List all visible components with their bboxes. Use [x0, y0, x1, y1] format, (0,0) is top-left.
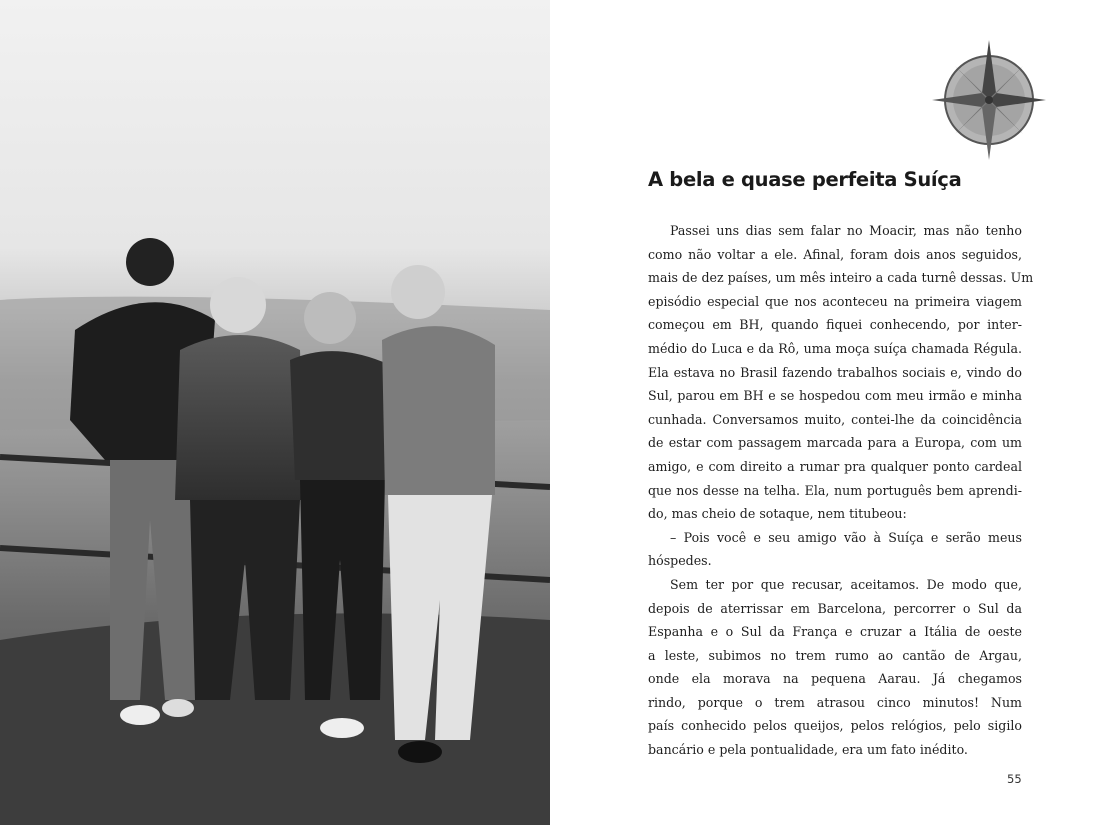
text-line: onde ela morava na pequena Aarau. Já chegamos — [648, 671, 1022, 687]
page-number: 55 — [1007, 772, 1022, 786]
text-line: de estar com passagem marcada para a Europa, com um — [648, 435, 1022, 451]
text-line: episódio especial que nos aconteceu na primeira viagem — [648, 293, 1022, 309]
text-line: que nos desse na telha. Ela, num português bem aprendi- — [648, 482, 1022, 498]
text-line: Ela estava no Brasil fazendo trabalhos sociais e, vindo do — [648, 364, 1022, 380]
text-line: Sul, parou em BH e se hospedou com meu irmão e minha — [648, 388, 1022, 404]
text-line: depois de aterrissar em Barcelona, percorrer o Sul da — [648, 600, 1022, 616]
chapter-body-text — [648, 219, 1034, 762]
text-line: cunhada. Conversamos muito, contei-lhe da coincidência — [648, 411, 1022, 427]
compass-rose-icon — [930, 38, 1048, 162]
chapter-title: A bela e quase perfeita Suíça — [648, 168, 962, 191]
text-line: Espanha e o Sul da França e cruzar a Itália de oeste — [648, 624, 1022, 640]
text-line: rindo, porque o trem atrasou cinco minutos! Num — [648, 694, 1022, 710]
text-line: Sem ter por que recusar, aceitamos. De modo que, — [670, 576, 1022, 592]
text-line: amigo, e com direito a rumar pra qualquer ponto cardeal — [648, 458, 1022, 474]
text-line: médio do Luca e da Rô, uma moça suíça chamada Régula. — [648, 340, 1022, 356]
text-line: começou em BH, quando fiquei conhecendo, por inter- — [648, 317, 1022, 333]
text-line: mais de dez países, um mês inteiro a cada turnê dessas. Um — [648, 270, 1034, 286]
text-line: país conhecido pelos queijos, pelos relógios, pelo sigilo — [648, 718, 1022, 734]
text-line: Passei uns dias sem falar no Moacir, mas não tenho — [670, 223, 1022, 238]
text-line: como não voltar a ele. Afinal, foram dois anos seguidos, — [648, 246, 1022, 262]
text-line: do, mas cheio de sotaque, nem titubeou: — [648, 506, 907, 522]
text-line: – Pois você e seu amigo vão à Suíça e serão meus — [670, 529, 1022, 545]
text-line: hóspedes. — [648, 553, 712, 569]
text-line: bancário e pela pontualidade, era um fato inédito. — [648, 742, 968, 758]
text-line: a leste, subimos no trem rumo ao cantão de Argau, — [648, 647, 1022, 663]
